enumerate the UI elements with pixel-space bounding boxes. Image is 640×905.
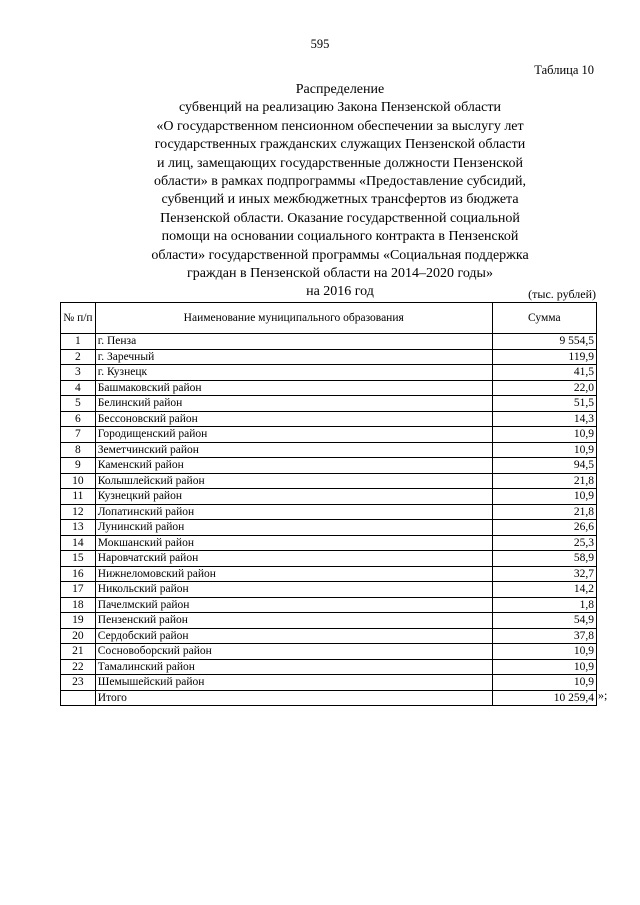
row-sum: 32,7 (492, 566, 596, 582)
row-name: Пензенский район (95, 613, 492, 629)
row-name: Городищенский район (95, 427, 492, 443)
distribution-table (60, 302, 597, 706)
row-name: г. Заречный (95, 349, 492, 365)
table-row (61, 396, 597, 412)
title-line: области» в рамках подпрограммы «Предоставление субсидий, (153, 174, 526, 190)
title-line: граждан в Пензенской области на 2014–2020 годы» (187, 266, 493, 282)
table-row (61, 597, 597, 613)
table-row (61, 380, 597, 396)
row-sum: 10,9 (492, 644, 596, 660)
row-name: Никольский район (95, 582, 492, 598)
title-line: Пензенской области. Оказание государственной социальной (160, 210, 520, 226)
table-row (61, 551, 597, 567)
table-row (61, 566, 597, 582)
row-num: 10 (61, 473, 96, 489)
row-name: Шемышейский район (95, 675, 492, 691)
table-row (61, 427, 597, 443)
row-num: 3 (61, 365, 96, 381)
table-row (61, 644, 597, 660)
title-line: государственных гражданских служащих Пензенской области (154, 137, 526, 153)
title-line: области» государственной программы «Социальная поддержка (151, 247, 529, 263)
row-sum: 9 554,5 (492, 334, 596, 350)
row-name: Белинский район (95, 396, 492, 412)
row-name: Бессоновский район (95, 411, 492, 427)
table-row (61, 659, 597, 675)
header-sum: Сумма (492, 303, 596, 334)
title-line: субвенций на реализацию Закона Пензенской области (179, 100, 501, 116)
row-sum: 14,3 (492, 411, 596, 427)
row-name: Мокшанский район (95, 535, 492, 551)
table-row (61, 365, 597, 381)
row-num: 12 (61, 504, 96, 520)
row-num: 16 (61, 566, 96, 582)
row-sum: 58,9 (492, 551, 596, 567)
row-name: Наровчатский район (95, 551, 492, 567)
table-row (61, 473, 597, 489)
row-num: 1 (61, 334, 96, 350)
row-num: 9 (61, 458, 96, 474)
row-sum: 22,0 (492, 380, 596, 396)
row-name: Тамалинский район (95, 659, 492, 675)
table-row (61, 458, 597, 474)
row-num: 15 (61, 551, 96, 567)
table-body (61, 334, 597, 691)
row-sum: 10,9 (492, 659, 596, 675)
row-name: Лунинский район (95, 520, 492, 536)
row-sum: 94,5 (492, 458, 596, 474)
row-name: Колышлейский район (95, 473, 492, 489)
row-sum: 37,8 (492, 628, 596, 644)
row-name: Сердобский район (95, 628, 492, 644)
row-name: г. Пенза (95, 334, 492, 350)
row-sum: 25,3 (492, 535, 596, 551)
title-line: и лиц, замещающих государственные должности Пензенской (156, 155, 524, 171)
row-sum: 51,5 (492, 396, 596, 412)
row-num: 22 (61, 659, 96, 675)
header-name: Наименование муниципального образования (95, 303, 492, 334)
row-num: 2 (61, 349, 96, 365)
row-sum: 10,9 (492, 675, 596, 691)
row-num: 18 (61, 597, 96, 613)
total-sum: 10 259,4 (492, 690, 596, 706)
row-name: г. Кузнецк (95, 365, 492, 381)
row-num: 13 (61, 520, 96, 536)
table-row (61, 504, 597, 520)
row-name: Башмаковский район (95, 380, 492, 396)
row-num: 20 (61, 628, 96, 644)
table-row (61, 628, 597, 644)
title-line: субвенций и иных межбюджетных трансфертов из бюджета (161, 192, 519, 208)
total-row (61, 690, 597, 706)
units-label: (тыс. рублей) (528, 287, 596, 301)
table-row (61, 334, 597, 350)
closing-mark: »; (598, 688, 608, 702)
table-row (61, 675, 597, 691)
row-num: 7 (61, 427, 96, 443)
row-sum: 21,8 (492, 473, 596, 489)
table-label: Таблица 10 (534, 63, 594, 77)
row-sum: 41,5 (492, 365, 596, 381)
row-name: Пачелмский район (95, 597, 492, 613)
table-row (61, 442, 597, 458)
table-row (61, 613, 597, 629)
row-num: 8 (61, 442, 96, 458)
title-line: на 2016 год (306, 284, 374, 300)
table-row (61, 489, 597, 505)
header-num: № п/п (61, 303, 96, 334)
row-name: Каменский район (95, 458, 492, 474)
row-num: 14 (61, 535, 96, 551)
page-number: 595 (310, 37, 330, 51)
total-label: Итого (95, 690, 492, 706)
row-num: 6 (61, 411, 96, 427)
row-sum: 21,8 (492, 504, 596, 520)
title-line: Распределение (295, 82, 385, 97)
table-row (61, 349, 597, 365)
row-num: 4 (61, 380, 96, 396)
row-num: 23 (61, 675, 96, 691)
row-name: Земетчинский район (95, 442, 492, 458)
row-sum: 10,9 (492, 489, 596, 505)
row-num: 21 (61, 644, 96, 660)
row-sum: 10,9 (492, 427, 596, 443)
row-sum: 1,8 (492, 597, 596, 613)
row-name: Лопатинский район (95, 504, 492, 520)
row-sum: 10,9 (492, 442, 596, 458)
document-title (130, 81, 550, 302)
row-sum: 26,6 (492, 520, 596, 536)
total-num (61, 690, 96, 706)
row-num: 5 (61, 396, 96, 412)
title-line: помощи на основании социального контракта в Пензенской (161, 229, 519, 245)
row-sum: 119,9 (492, 349, 596, 365)
row-name: Нижнеломовский район (95, 566, 492, 582)
table-header-row (61, 303, 597, 334)
row-num: 19 (61, 613, 96, 629)
row-sum: 14,2 (492, 582, 596, 598)
row-num: 17 (61, 582, 96, 598)
title-line: «О государственном пенсионном обеспечении за выслугу лет (156, 118, 524, 134)
table-row (61, 582, 597, 598)
table-row (61, 535, 597, 551)
row-name: Кузнецкий район (95, 489, 492, 505)
table-row (61, 520, 597, 536)
row-name: Сосновоборский район (95, 644, 492, 660)
table-row (61, 411, 597, 427)
row-num: 11 (61, 489, 96, 505)
row-sum: 54,9 (492, 613, 596, 629)
